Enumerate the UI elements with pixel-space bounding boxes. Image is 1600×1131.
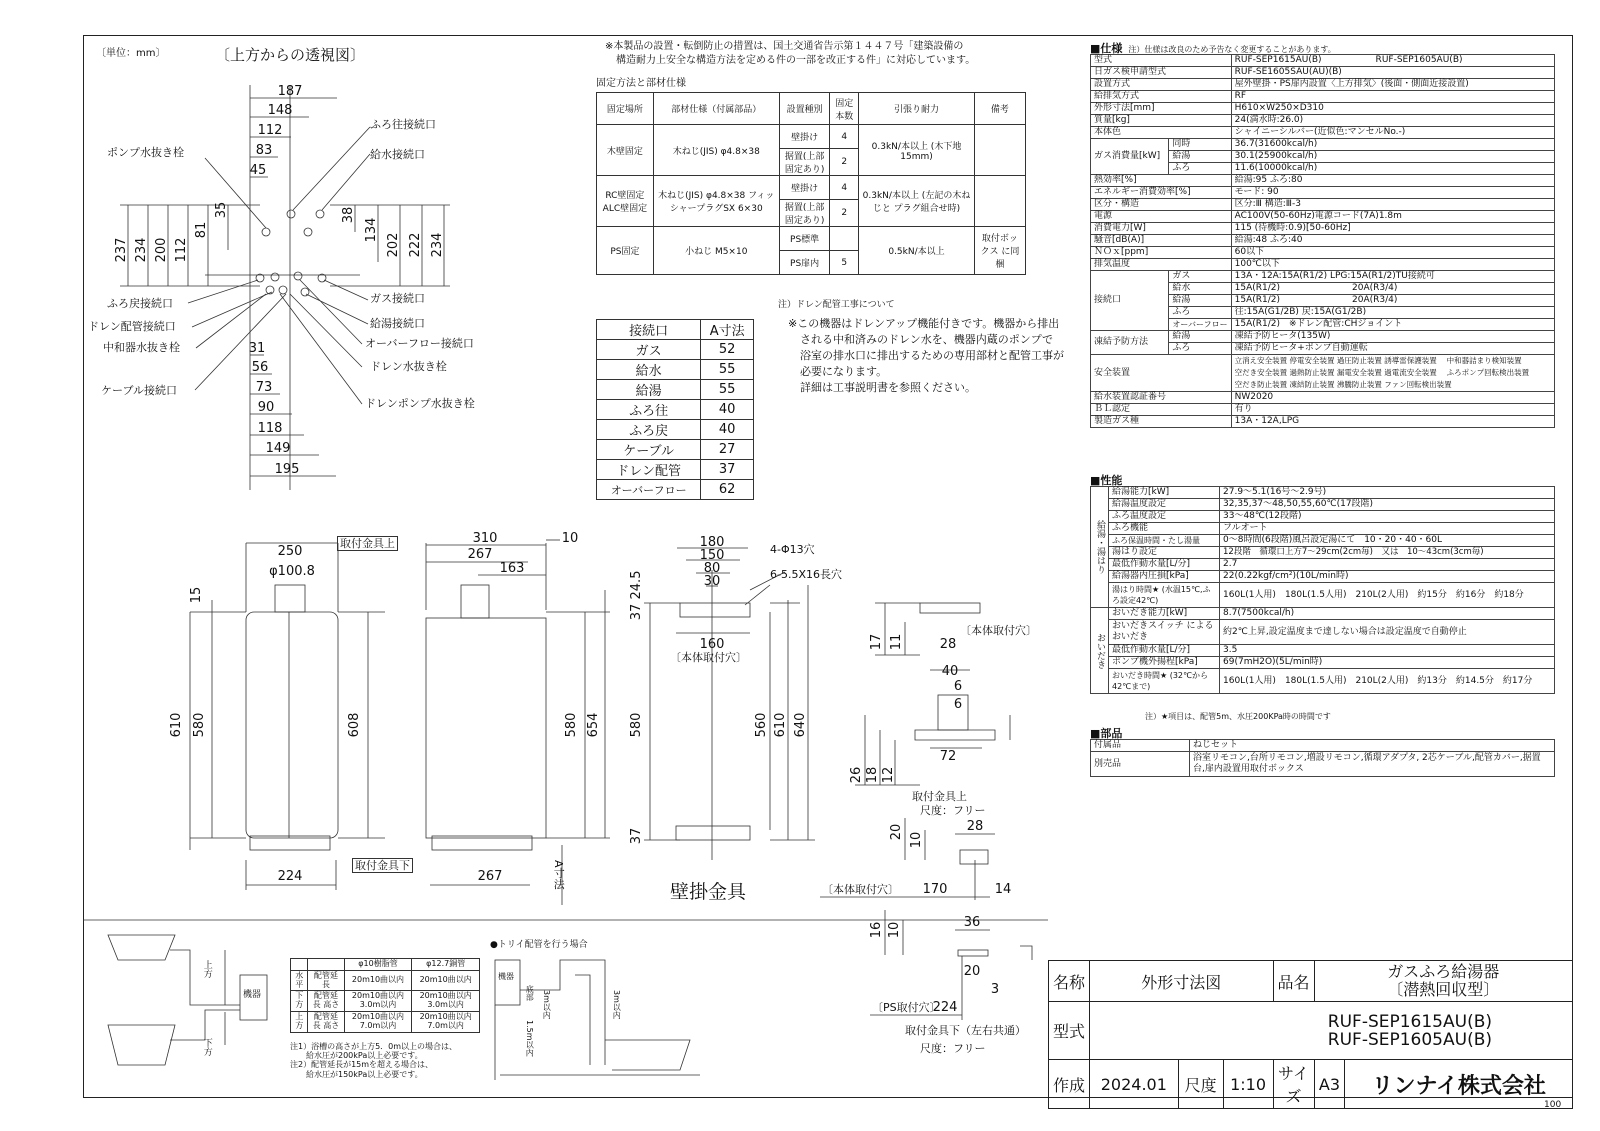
svg-text:26: 26	[849, 766, 864, 784]
dim-195: 195	[274, 462, 300, 477]
fix-table: 固定場所 部材仕様（付属部品） 設置種別 固定本数 引張り耐力 備考 木壁固定 木ねじ(JIS) φ4.8×38 壁掛け 4 0.3kN/本以上 (木下地15mm) 据置(上部固定あり) 2 RC壁固定 ALC壁固定 木ねじ(JIS) φ4.8×38 フィッシャープラグSX 6×30 壁掛け 4 0.3kN/本以上 (左記の木ねじと プラグ組合せ時) 据置(上部固定あり) 2 PS固定 小ねじ M5×10 PS標準 0.5kN/本以上 取付ボックス に同梱 PS扉内 5	[596, 92, 1026, 275]
svg-text:11: 11	[889, 633, 904, 651]
trap-bottom: 底部	[525, 985, 535, 1001]
svg-text:80: 80	[703, 561, 721, 576]
svg-text:267: 267	[467, 547, 493, 562]
lower-bracket-name: 取付金具下（左右共通）	[905, 1024, 1026, 1037]
svg-text:608: 608	[347, 712, 362, 738]
piping-table: φ10樹脂管 φ12.7銅管 水平 配管延長 20m10曲以内 20m10曲以内 下方 配管延長 高さ 20m10曲以内 3.0m以内 20m10曲以内 3.0m以内 上方 配管延長 高さ 20m10曲以内 7.0m以内 20m10曲以内 7.0m以内	[290, 958, 480, 1033]
a-dimension-table: 接続口 A寸法 ガス 52 給水 55 給湯 55 ふろ往 40 ふろ戻 40 ケーブル 27 ドレン配管 37 オーバーフロー 62	[596, 319, 754, 500]
svg-text:16: 16	[869, 921, 884, 939]
performance-footnote: 注）★項目は、配管5m、水圧200KPa時の時間です	[1145, 712, 1331, 721]
svg-text:24.5: 24.5	[629, 570, 644, 600]
lower-ps-hole-label: 〔PS取付穴〕	[872, 1001, 941, 1014]
label-drain-pump: ドレンポンプ水抜き栓	[365, 397, 475, 410]
dim-118: 118	[257, 421, 283, 436]
svg-text:35: 35	[214, 201, 229, 219]
label-holes-13: 4-Φ13穴	[770, 543, 815, 556]
svg-text:112: 112	[174, 237, 189, 263]
svg-text:15: 15	[189, 586, 204, 604]
svg-text:36: 36	[963, 915, 981, 930]
lower-bracket-scale: 尺度：フリー	[920, 1042, 986, 1055]
drain-note-title: 注）ドレン配管工事について	[778, 300, 895, 310]
svg-text:222: 222	[408, 232, 423, 258]
svg-text:580: 580	[629, 712, 644, 738]
trap-title: ●トリイ配管を行う場合	[490, 940, 588, 950]
svg-text:10: 10	[909, 831, 924, 849]
svg-text:224: 224	[932, 1000, 958, 1015]
label-a-dim: A寸法	[552, 860, 566, 890]
dim-45: 45	[249, 163, 267, 178]
label-overflow: オーバーフロー接続口	[365, 337, 474, 350]
svg-text:250: 250	[277, 544, 303, 559]
label-pump-drain: ポンプ水抜き栓	[107, 146, 184, 159]
dim-148: 148	[267, 103, 293, 118]
svg-text:150: 150	[699, 548, 725, 563]
label-drain-water: ドレン水抜き栓	[370, 360, 447, 373]
svg-text:170: 170	[922, 882, 948, 897]
svg-text:160: 160	[699, 637, 725, 652]
upper-bracket-name: 取付金具上	[912, 790, 967, 803]
drain-note-body: ※この機器はドレンアップ機能付きです。機器から排出 される中和済みのドレン水を、機器内蔵のポンプで 浴室の排水口に排出するための専用部材と配管工事が 必要になります。 詳細は工事説明書を参照ください。	[788, 317, 1064, 394]
piping-notes: 注1）浴槽の高さが上方5．0m以上の場合は、 給水圧が200kPa以上必要です。 注2）配管延長が15mを超える場合は、 給水圧が150kPa以上必要です。	[290, 1042, 458, 1079]
svg-text:224: 224	[277, 869, 303, 884]
label-mount-holes: 〔本体取付穴〕	[670, 651, 747, 664]
specs-title: ■仕様 注）仕様は改良のため予告なく変更することがあります。	[1090, 42, 1336, 55]
install-note-2: 構造耐力上安全な構造方法を定める件の一部を改正する件」に対応しています。	[616, 55, 976, 66]
svg-text:28: 28	[939, 637, 957, 652]
svg-text:640: 640	[793, 712, 808, 738]
label-hot-water: 給湯接続口	[370, 317, 425, 330]
svg-text:38: 38	[341, 206, 356, 224]
performance-title: ■性能	[1090, 474, 1123, 487]
pipe-down-label: 下方	[201, 1038, 212, 1056]
parts-title: ■部品	[1090, 727, 1123, 740]
svg-text:φ100.8: φ100.8	[269, 564, 315, 579]
svg-text:202: 202	[386, 232, 401, 258]
svg-text:37: 37	[629, 603, 644, 621]
label-bath-return: ふろ戻接続口	[107, 297, 173, 310]
svg-text:180: 180	[699, 535, 725, 550]
svg-text:200: 200	[154, 237, 169, 263]
svg-text:20: 20	[889, 823, 904, 841]
svg-text:3: 3	[990, 982, 1000, 997]
dim-31: 31	[248, 341, 266, 356]
upper-bracket-scale: 尺度：フリー	[920, 804, 986, 817]
lower-hole-label: 〔本体取付穴〕	[822, 883, 899, 896]
dim-90: 90	[257, 400, 275, 415]
parts-table: 付属品 ねじセット 別売品 浴室リモコン,台所リモコン,増設リモコン,循環アダプタ, 2芯ケーブル,配管カバー,据置台,扉内設置用取付ボックス	[1090, 739, 1555, 777]
svg-text:14: 14	[994, 882, 1012, 897]
label-slots: 6-5.5X16長穴	[770, 568, 842, 581]
title-block: 名称 外形寸法図 品名 ガスふろ給湯器 〔潜熱回収型〕 型式 RUF-SEP1615AU(B) RUF-SEP1605AU(B) 作成 2024.01 尺度 1:10 サイズ A3 リンナイ株式会社	[1048, 960, 1573, 1109]
svg-text:12: 12	[881, 766, 896, 784]
svg-text:610: 610	[773, 712, 788, 738]
dim-56: 56	[251, 360, 269, 375]
svg-text:72: 72	[939, 749, 957, 764]
svg-text:234: 234	[134, 237, 149, 263]
install-note-1: ※本製品の設置・転倒防止の措置は、国土交通省告示第１４４７号「建築設備の	[605, 41, 964, 52]
svg-text:234: 234	[430, 232, 445, 258]
dim-73: 73	[255, 380, 273, 395]
svg-text:17: 17	[869, 633, 884, 651]
svg-text:310: 310	[472, 531, 498, 546]
label-cable: ケーブル接続口	[101, 384, 178, 397]
svg-text:267: 267	[477, 869, 503, 884]
trap-1-5m: 1.5m以内	[525, 1020, 535, 1057]
dim-187: 187	[277, 84, 303, 99]
svg-text:163: 163	[499, 561, 525, 576]
svg-text:237: 237	[114, 237, 129, 263]
svg-text:10: 10	[887, 921, 902, 939]
svg-text:81: 81	[194, 221, 209, 239]
svg-text:610: 610	[169, 712, 184, 738]
svg-text:30: 30	[703, 574, 721, 589]
trap-3m-2: 3m以内	[612, 990, 622, 1019]
bracket-title: 壁掛金具	[670, 881, 747, 903]
svg-text:18: 18	[865, 766, 880, 784]
trap-3m-1: 3m以内	[542, 990, 552, 1019]
unit-label: 〔単位：mm〕	[96, 48, 166, 59]
device-label: 機器	[243, 990, 262, 1000]
label-neutralizer-drain: 中和器水抜き栓	[103, 341, 180, 354]
dim-149: 149	[265, 441, 291, 456]
label-drain-pipe: ドレン配管接続口	[88, 320, 176, 333]
trap-device: 機器	[498, 972, 514, 981]
svg-text:40: 40	[941, 664, 959, 679]
dim-83: 83	[255, 143, 273, 158]
svg-text:37: 37	[629, 827, 644, 845]
svg-text:560: 560	[754, 712, 769, 738]
svg-text:580: 580	[564, 712, 579, 738]
label-bracket-top: 取付金具上	[337, 536, 398, 551]
label-bracket-bottom: 取付金具下	[352, 858, 413, 873]
top-view-title: 〔上方からの透視図〕	[215, 46, 366, 64]
fix-table-title: 固定方法と部材仕様	[596, 78, 686, 89]
pipe-up-label: 上方	[201, 960, 212, 978]
svg-text:6: 6	[953, 679, 963, 694]
svg-text:20: 20	[963, 964, 981, 979]
upper-hole-label: 〔本体取付穴〕	[960, 624, 1037, 637]
page-number: 100	[1544, 1100, 1562, 1110]
performance-table: 給湯・湯はり 給湯能力[kW] 27.9～5.1(16号～2.9号) 給湯温度設定 32,35,37～48,50,55,60℃(17段階) ふろ温度設定 33～48℃(12段階) ふろ機能 フルオート ふろ保温時間・たし湯量 0～8時間(6段階)風呂設定湯にて 10・20・40・60L 湯はり設定 12段階 循環口上方7～29cm(2cm毎) 又は 10～43cm(3cm毎) 最低作動水量[L/分] 2.7 給湯器内圧損[kPa] 22(0.22kgf/cm²)(10L/min時) 湯はり時間★ (水温15℃,ふろ設定42℃) 160L(1人用) 180L(1.5人用) 210L(2人用) 約15分 約16分 約18分 おいだき おいだき能力[kW] 8.7(7500kcal/h) おいだきスイッチ によるおいだき 約2℃上昇,設定温度まで達しない場合は設定温度で自動停止 最低作動水量[L/分] 3.5 ポンプ機外揚程[kPa] 69(7mH2O)(5L/min時) おいだき時間★ (32℃から42℃まで) 160L(1人用) 180L(1.5人用) 210L(2人用) 約13分 約14.5分 約17分	[1090, 486, 1555, 694]
label-gas: ガス接続口	[370, 292, 425, 305]
specs-table: 型式 RUF-SEP1615AU(B) RUF-SEP1605AU(B) 日ガス検申請型式 RUF-SE1605SAU(AU)(B) 設置方式 屋外壁掛・PS扉内設置〈上方排気〉(後面・側面近接設置) 給排気方式 RF 外形寸法[mm] H610×W250×D310 質量[kg] 24(満水時:26.0) 本体色 シャイニーシルバー(近似色:マンセルNo.-) ガス消費量[kW] 同時 36.7(31600kcal/h) 給湯 30.1(25900kcal/h) ふろ 11.6(10000kcal/h) 熱効率[%] 給湯:95 ふろ:80 エネルギー消費効率[%] モード: 90 区分・構造 区分:Ⅲ 構造:Ⅲ-3 電源 AC100V(50-60Hz)電源コード(7A)1.8m 消費電力[W] 115 (待機時:0.9)[50-60Hz] 騒音[dB(A)] 給湯:48 ふろ:40 ＮＯｘ[ppm] 60以下 排気温度 100℃以下 接続口 ガス 13A・12A:15A(R1/2) LPG:15A(R1/2)TU接続可 給水 15A(R1/2) 20A(R3/4) 給湯 15A(R1/2) 20A(R3/4) ふろ 往:15A(G1/2B) 戻:15A(G1/2B) オーバーフロー 15A(R1/2) ※ドレン配管:CHジョイント 凍結予防方法 給湯 凍結予防ヒータ(135W) ふろ 凍結予防ヒータ+ポンプ自動運転 安全装置 立消え安全装置 停電安全装置 過圧防止装置 誘導雷保護装置 中和器詰まり検知装置 空だき安全装置 過熱防止装置 漏電安全装置 過電流安全装置 ふろポンプ回転検出装置 空だき防止装置 凍結防止装置 沸騰防止装置 ファン回転検出装置 給水装置認証番号 NW2020 ＢＬ認定 有り 製造ガス種 13A・12A,LPG	[1090, 54, 1555, 428]
svg-text:580: 580	[192, 712, 207, 738]
label-bath-supply: ふろ往接続口	[370, 118, 436, 131]
svg-text:28: 28	[966, 819, 984, 834]
svg-text:134: 134	[364, 217, 379, 243]
svg-text:10: 10	[561, 531, 579, 546]
label-water-supply: 給水接続口	[370, 148, 425, 161]
svg-text:654: 654	[586, 712, 601, 738]
svg-text:6: 6	[953, 697, 963, 712]
dim-112: 112	[257, 123, 283, 138]
